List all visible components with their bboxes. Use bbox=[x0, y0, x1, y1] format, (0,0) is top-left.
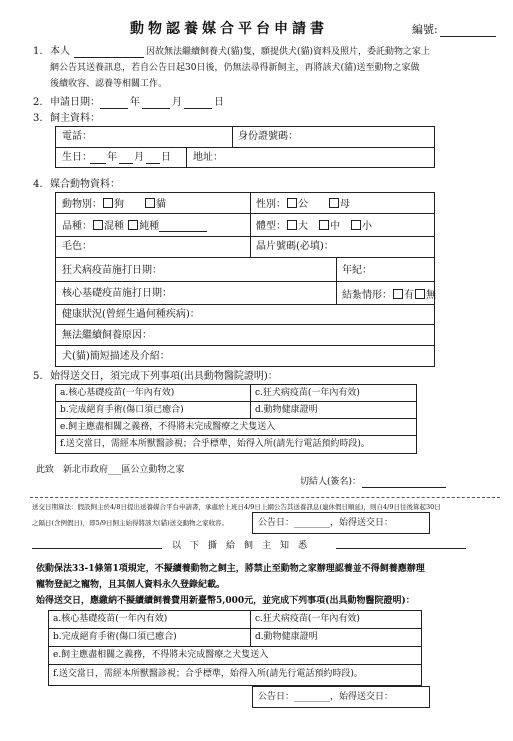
cat-label: 貓 bbox=[156, 199, 166, 210]
month-label: 月 bbox=[172, 97, 182, 108]
female-label: 母 bbox=[340, 199, 350, 210]
bottom-announce-text: 公告日：________，始得送交日： bbox=[258, 692, 394, 702]
bottom-req-c: c.狂犬病疫苗(一年內有效) bbox=[255, 614, 360, 624]
law-text-1: 依動保法33-1條第1項規定，不擬續養動物之飼主，將禁止至動物之家辦理認養並不得飼養應辦理 bbox=[36, 564, 425, 574]
cut-line-right bbox=[336, 548, 466, 549]
fee-text: 始得送交日，應繳納不擬續續飼養費用新臺幣5,000元，並完成下列事項(出具動物醫院證明)： bbox=[36, 596, 415, 606]
health-label: 健康狀況(曾經生過何種疾病)： bbox=[62, 309, 200, 320]
apply-date-label: 申請日期： bbox=[50, 97, 100, 108]
mixed-label: 混種 bbox=[104, 221, 124, 232]
small-checkbox[interactable] bbox=[351, 220, 361, 230]
s1-text-1: 因故無法繼續飼養犬(貓)隻，願提供犬(貓)資料及照片，委託動物之家上 bbox=[146, 47, 431, 57]
apply-day-field[interactable] bbox=[184, 108, 212, 109]
req-a: a.核心基礎疫苗(一年內有效) bbox=[60, 388, 175, 398]
medium-label: 中 bbox=[330, 221, 340, 232]
rabies-date-label: 狂犬病疫苗施打日期： bbox=[62, 265, 162, 276]
size-row bbox=[256, 220, 372, 232]
size-label: 體型： bbox=[256, 221, 286, 232]
cut-line-label: 以 下 撕 給 飼 主 知 悉 bbox=[172, 541, 308, 551]
medium-checkbox[interactable] bbox=[319, 220, 329, 230]
office-note-1: 送交日期算法：假設飼主於4/8日提出送養媒合平台申請書，承處於上班日4/9日上網公告其送養訊息(連休假日順延)，則自4/9日往後算起30日 bbox=[32, 503, 441, 511]
s1-num: 1. bbox=[33, 46, 43, 57]
req-c: c.狂犬病疫苗(一年內有效) bbox=[255, 388, 360, 398]
form-title: 動物認養媒合平台申請書 bbox=[130, 21, 328, 37]
core-vaccine-date-label: 核心基礎疫苗施打日期： bbox=[62, 288, 172, 299]
dog-label: 狗 bbox=[114, 199, 124, 210]
s3-num: 3. bbox=[33, 113, 43, 124]
birth-label: 生日： bbox=[62, 152, 92, 163]
mixed-checkbox[interactable] bbox=[93, 220, 103, 230]
requirements-label: 始得送交日，須完成下列事項(出具動物醫院證明)： bbox=[50, 371, 278, 382]
divider-top bbox=[30, 497, 500, 498]
s1-text-3: 後續收容、認養等相關工作。 bbox=[50, 79, 168, 89]
neuter-row bbox=[342, 289, 436, 301]
law-text-2: 寵物登記之寵物，且其個人資料永久登錄紀載。 bbox=[36, 580, 226, 590]
animal-info-label: 媒合動物資料： bbox=[50, 179, 120, 190]
male-label: 公 bbox=[298, 199, 308, 210]
breed-label: 品種： bbox=[62, 221, 92, 232]
bottom-req-d: d.動物健康證明 bbox=[255, 632, 318, 642]
neuter-yes-checkbox[interactable] bbox=[393, 289, 403, 299]
cat-checkbox[interactable] bbox=[145, 198, 155, 208]
signature-field[interactable] bbox=[362, 487, 446, 488]
form-number-field[interactable] bbox=[440, 36, 496, 37]
office-note-2: 之隔日(含例假日)，即5/9日飼主始得將該犬(貓)送交動物之家收容。 bbox=[32, 519, 229, 527]
bottom-req-a: a.核心基礎疫苗(一年內有效) bbox=[53, 614, 168, 624]
year-label: 年 bbox=[130, 97, 140, 108]
large-label: 大 bbox=[298, 221, 308, 232]
small-label: 小 bbox=[362, 221, 372, 232]
breed-field[interactable] bbox=[159, 231, 207, 232]
description-label: 犬(貓)簡短描述及介紹： bbox=[62, 351, 170, 362]
breed-row bbox=[62, 220, 207, 232]
yes-label: 有 bbox=[404, 290, 414, 301]
species-row bbox=[62, 198, 166, 210]
bottom-req-f: f.送交當日，需經本所獸醫診視；合乎標準，始得入所(請先行電話預約時段)。 bbox=[53, 669, 363, 679]
chip-label: 晶片號碼(必填)： bbox=[256, 241, 334, 252]
s4-num: 4. bbox=[33, 179, 43, 190]
no-label: 無 bbox=[426, 290, 436, 301]
sex-label: 性別： bbox=[256, 199, 286, 210]
birth-year-label: 年 bbox=[107, 152, 117, 163]
female-checkbox[interactable] bbox=[329, 198, 339, 208]
birth-month-label: 月 bbox=[134, 152, 144, 163]
day-label: 日 bbox=[214, 97, 224, 108]
s1-text-2: 網公告其送養訊息，若自公告日起30日後，仍無法尋得新飼主，再將該犬(貓)送至動物之家做 bbox=[50, 63, 420, 73]
age-label: 年紀： bbox=[342, 265, 372, 276]
neuter-label: 結紮情形： bbox=[342, 290, 392, 301]
id-number-label: 身份證號碼： bbox=[238, 131, 298, 142]
owner-name-field[interactable] bbox=[74, 57, 144, 58]
signer-label: 切結人(簽名)： bbox=[300, 477, 362, 487]
owner-info-label: 飼主資料： bbox=[50, 113, 100, 124]
dog-checkbox[interactable] bbox=[103, 198, 113, 208]
req-d: d.動物健康證明 bbox=[255, 405, 318, 415]
req-f: f.送交當日，需經本所獸醫診視；合乎標準，始得入所(請先行電話預約時段)。 bbox=[60, 439, 370, 449]
req-e: e.飼主應盡相關之義務，不得將未完成醫療之犬隻送入 bbox=[60, 422, 276, 432]
address-label: 地址： bbox=[193, 152, 223, 163]
species-label: 動物別： bbox=[62, 199, 102, 210]
reason-label: 無法繼續飼養原因： bbox=[62, 330, 152, 341]
s1-owner-label: 本人 bbox=[50, 46, 70, 57]
neuter-no-checkbox[interactable] bbox=[415, 289, 425, 299]
office-announce-text: 公告日：________，始得送交日： bbox=[258, 518, 394, 528]
apply-year-field[interactable] bbox=[100, 108, 128, 109]
pure-checkbox[interactable] bbox=[128, 220, 138, 230]
s5-num: 5. bbox=[33, 371, 43, 382]
addressee: 此致 新北市政府___區公立動物之家 bbox=[36, 465, 185, 475]
sex-row bbox=[256, 198, 350, 210]
color-label: 毛色： bbox=[62, 241, 92, 252]
form-number-label: 編號: bbox=[412, 23, 438, 36]
phone-label: 電話： bbox=[62, 131, 92, 142]
cut-line-left bbox=[32, 548, 162, 549]
s2-num: 2. bbox=[33, 97, 43, 108]
bottom-req-b: b.完成絕育手術(傷口須已癒合) bbox=[53, 632, 177, 642]
req-b: b.完成絕育手術(傷口須已癒合) bbox=[60, 405, 184, 415]
bottom-req-e: e.飼主應盡相關之義務，不得將未完成醫療之犬隻送入 bbox=[53, 650, 269, 660]
apply-month-field[interactable] bbox=[142, 108, 170, 109]
pure-label: 純種 bbox=[139, 221, 160, 232]
birth-day-label: 日 bbox=[161, 152, 171, 163]
male-checkbox[interactable] bbox=[287, 198, 297, 208]
large-checkbox[interactable] bbox=[287, 220, 297, 230]
